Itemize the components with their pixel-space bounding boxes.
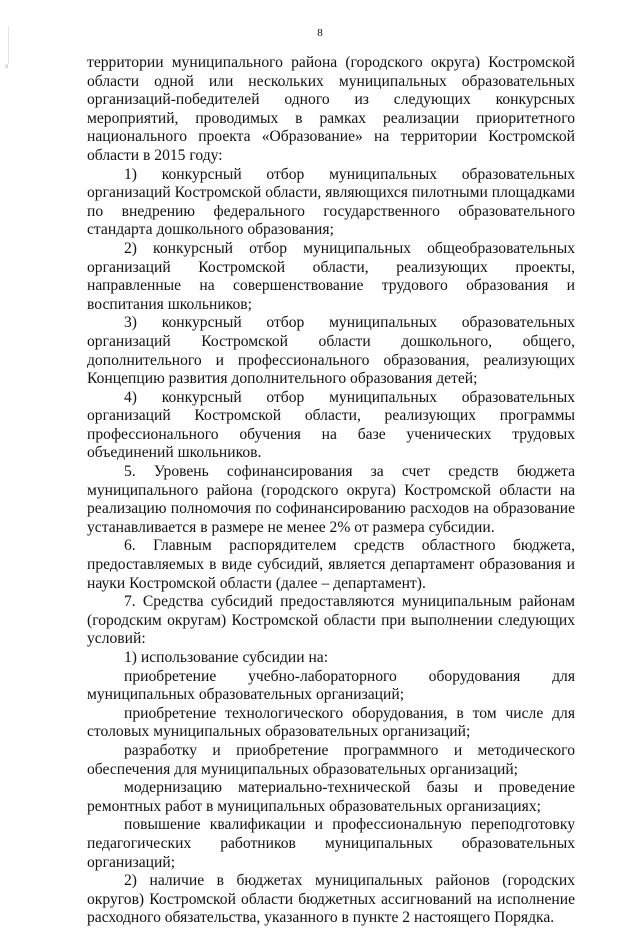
document-paragraph: 2) наличие в бюджетах муниципальных районов (городских округов) Костромской области бюджетных ассигнований на исполнение расходного обязательства, указанного в пункте 2 настоящего Порядка. bbox=[87, 872, 575, 927]
document-paragraph: модернизацию материально-технической базы и проведение ремонтных работ в муниципальных образовательных организациях; bbox=[87, 779, 575, 815]
document-paragraph: приобретение технологического оборудования, в том числе для столовых муниципальных образовательных организаций; bbox=[87, 704, 575, 741]
document-paragraph: 3) конкурсный отбор муниципальных образовательных организаций Костромской области дошкольного, общего, дополнительного и профессионального образования, реализующих Концепцию развития дополнительного образования детей; bbox=[87, 314, 575, 388]
document-paragraph: 7. Средства субсидий предоставляются муниципальным районам (городским округам) Костромской области при выполнении следующих условий: bbox=[87, 593, 575, 648]
document-paragraph: повышение квалификации и профессиональную переподготовку педагогических работников муниципальных образовательных организаций; bbox=[87, 816, 575, 871]
document-paragraph: 6. Главным распорядителем средств областного бюджета, предоставляемых в виде субсидий, является департамент образования и науки Костромской области (далее – департамент). bbox=[87, 537, 575, 592]
document-paragraph: территории муниципального района (городского округа) Костромской области одной или нескольких муниципальных образовательных организаций-победителей одного из следующих конкурсных мероприятий, проводимых в рамках реализации приоритетного национального проекта «Образование» на территории Костромской области в 2015 году: bbox=[87, 54, 575, 164]
document-body bbox=[87, 54, 575, 928]
document-paragraph: 5. Уровень софинансирования за счет средств бюджета муниципального района (городского округа) Костромской области на реализацию полномочия по софинансированию расходов на образование устанавливается в размере не менее 2% от размера субсидии. bbox=[87, 463, 575, 536]
document-paragraph: разработку и приобретение программного и методического обеспечения для муниципальных образовательных организаций; bbox=[87, 741, 575, 778]
document-paragraph: 2) конкурсный отбор муниципальных общеобразовательных организаций Костромской области, реализующих проекты, направленные на совершенствование трудового образования и воспитания школьников; bbox=[87, 239, 575, 313]
scan-side-mark: ID_______________ bbox=[4, 26, 9, 69]
document-paragraph: приобретение учебно-лабораторного оборудования для муниципальных образовательных организаций; bbox=[87, 667, 575, 704]
page-number: 8 bbox=[317, 27, 323, 39]
document-paragraph: 1) использование субсидии на: bbox=[124, 649, 329, 666]
document-paragraph: 1) конкурсный отбор муниципальных образовательных организаций Костромской области, являющихся пилотными площадками по внедрению федерального государственного образовательного стандарта дошкольного образования; bbox=[87, 165, 575, 239]
document-paragraph: 4) конкурсный отбор муниципальных образовательных организаций Костромской области, реализующих программы профессионального обучения на базе ученических трудовых объединений школьников. bbox=[87, 388, 575, 462]
